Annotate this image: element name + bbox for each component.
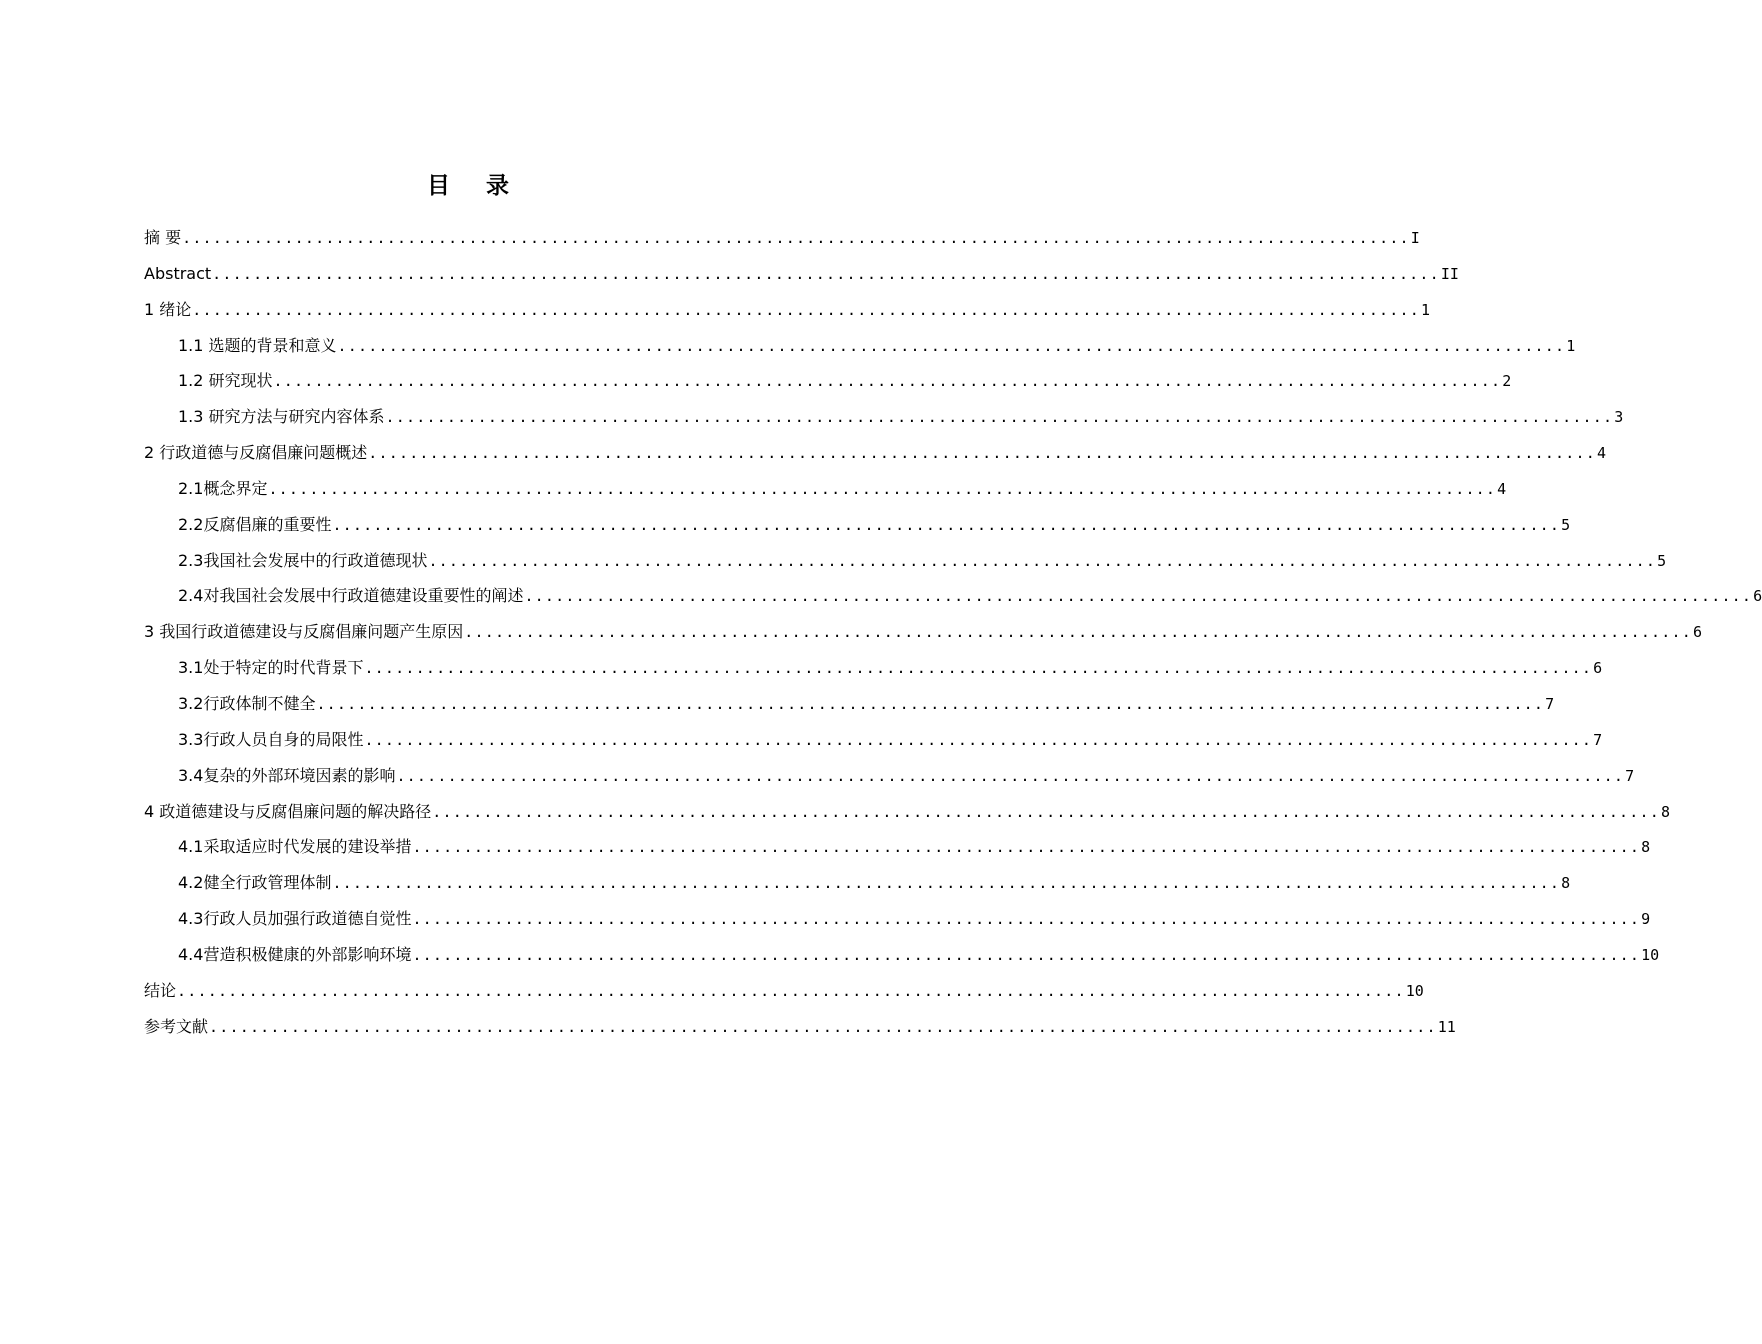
toc-entry[interactable] (144, 440, 1607, 476)
toc-entry[interactable] (144, 763, 1635, 799)
toc-dot-leader: ........................................................................................................................ (432, 802, 1660, 821)
toc-dot-leader: ........................................................................................................................ (268, 479, 1497, 498)
toc-dot-leader: ........................................................................................................................ (332, 874, 1561, 893)
toc-dot-leader: ........................................................................................................................ (212, 264, 1440, 283)
toc-entry[interactable] (144, 834, 1651, 870)
toc-entry-page: 5 (1561, 515, 1571, 534)
toc-entry-label: 3 我国行政道德建设与反腐倡廉问题产生原因 (144, 622, 464, 642)
toc-dot-leader: ........................................................................................................................ (182, 229, 1410, 247)
toc-entry[interactable] (144, 333, 1576, 369)
toc-dot-leader: ........................................................................................................................ (396, 766, 1625, 785)
toc-dot-leader: ........................................................................................................................ (337, 336, 1566, 355)
toc-entry-page: 3 (1614, 408, 1624, 427)
toc-title: 目 录 (426, 173, 523, 199)
toc-entry-page: 1 (1420, 300, 1431, 319)
toc-entry[interactable] (144, 619, 1703, 655)
toc-dot-leader: ........................................................................................................................ (428, 551, 1657, 570)
toc-entry-label: 3.2行政体制不健全 (178, 693, 316, 713)
toc-entry-page: 9 (1641, 910, 1651, 929)
toc-entry-page: 7 (1625, 766, 1635, 785)
toc-entry[interactable] (144, 655, 1603, 691)
toc-entry-label: 4.2健全行政管理体制 (178, 873, 332, 893)
toc-entry-page: 6 (1692, 623, 1703, 642)
toc-entry[interactable] (144, 799, 1671, 835)
toc-entry-label: 1.2 研究现状 (178, 371, 273, 391)
toc-entry[interactable] (144, 261, 1459, 297)
toc-entry[interactable] (144, 906, 1651, 942)
toc-dot-leader: ........................................................................................................................ (464, 623, 1692, 642)
toc-entry[interactable] (144, 512, 1571, 548)
toc-dot-leader: ........................................................................................................................ (192, 300, 1420, 319)
toc-entry-page: 4 (1497, 479, 1507, 498)
toc-entry[interactable] (144, 583, 1762, 619)
toc-entry-label: 2.2反腐倡廉的重要性 (178, 514, 332, 534)
toc-dot-leader: ........................................................................................................................ (385, 408, 1614, 427)
toc-entry-page: 5 (1657, 551, 1667, 570)
toc-entry[interactable] (144, 404, 1624, 440)
toc-entry[interactable] (144, 978, 1424, 1014)
toc-entry-label: 3.3行政人员自身的局限性 (178, 729, 364, 749)
toc-dot-leader: ........................................................................................................................ (316, 694, 1545, 713)
toc-dot-leader: ........................................................................................................................ (332, 515, 1561, 534)
toc-dot-leader: ........................................................................................................................ (273, 372, 1502, 391)
toc-entry-label: 1.3 研究方法与研究内容体系 (178, 407, 385, 427)
toc-entry-label: Abstract (144, 263, 212, 283)
toc-entry-page: 10 (1405, 981, 1424, 1000)
toc-entry-label: 2.1概念界定 (178, 478, 268, 498)
toc-entry-label: 2.4对我国社会发展中行政道德建设重要性的阐述 (178, 586, 524, 606)
toc-entry-page: 2 (1502, 372, 1512, 391)
toc-entry[interactable] (144, 368, 1512, 404)
toc-entry-label: 2.3我国社会发展中的行政道德现状 (178, 550, 428, 570)
toc-entry-page: 6 (1593, 659, 1603, 678)
toc-entry[interactable] (144, 942, 1660, 978)
toc-dot-leader: ........................................................................................................................ (412, 838, 1641, 857)
toc-entry-label: 2 行政道德与反腐倡廉问题概述 (144, 443, 368, 463)
toc-entry-page: 7 (1545, 694, 1555, 713)
toc-entry[interactable] (144, 548, 1667, 584)
toc-entry-page: 8 (1660, 802, 1671, 821)
toc-dot-leader: ........................................................................................................................ (524, 587, 1753, 606)
toc-entry-page: 10 (1641, 945, 1660, 964)
toc-entry-label: 1 绪论 (144, 299, 192, 319)
toc-entry-page: 8 (1561, 874, 1571, 893)
toc-entry[interactable] (144, 727, 1603, 763)
toc-entry[interactable] (144, 297, 1431, 333)
toc-entry-label: 4.4营造积极健康的外部影响环境 (178, 944, 412, 964)
toc-entry-page: II (1440, 264, 1459, 283)
toc-entry-label: 结论 (144, 980, 177, 1000)
toc-entry-label: 3.1处于特定的时代背景下 (178, 658, 364, 678)
toc-entry-page: 8 (1641, 838, 1651, 857)
toc-dot-leader: ........................................................................................................................ (364, 659, 1593, 678)
toc-entry-page: 11 (1437, 1017, 1456, 1036)
toc-entry[interactable] (144, 870, 1571, 906)
toc-list (144, 225, 1762, 1049)
toc-entry[interactable] (144, 476, 1507, 512)
toc-entry-label: 1.1 选题的背景和意义 (178, 335, 337, 355)
toc-entry-label: 4.1采取适应时代发展的建设举措 (178, 837, 412, 857)
toc-dot-leader: ........................................................................................................................ (364, 730, 1593, 749)
toc-dot-leader: ........................................................................................................................ (412, 945, 1641, 964)
toc-entry-page: 7 (1593, 730, 1603, 749)
toc-entry-label: 参考文献 (144, 1016, 209, 1036)
toc-entry-page: I (1410, 229, 1420, 247)
toc-dot-leader: ........................................................................................................................ (368, 444, 1596, 463)
toc-dot-leader: ........................................................................................................................ (177, 981, 1405, 1000)
toc-entry[interactable] (144, 225, 1420, 261)
toc-entry-label: 3.4复杂的外部环境因素的影响 (178, 765, 396, 785)
toc-entry-label: 4 政道德建设与反腐倡廉问题的解决路径 (144, 801, 432, 821)
toc-entry[interactable] (144, 1014, 1456, 1050)
toc-dot-leader: ........................................................................................................................ (412, 910, 1641, 929)
toc-entry[interactable] (144, 691, 1555, 727)
toc-entry-page: 6 (1753, 587, 1762, 606)
toc-dot-leader: ........................................................................................................................ (209, 1017, 1437, 1036)
toc-entry-label: 摘 要 (144, 228, 182, 247)
toc-entry-page: 1 (1566, 336, 1576, 355)
toc-entry-page: 4 (1596, 444, 1607, 463)
toc-entry-label: 4.3行政人员加强行政道德自觉性 (178, 909, 412, 929)
